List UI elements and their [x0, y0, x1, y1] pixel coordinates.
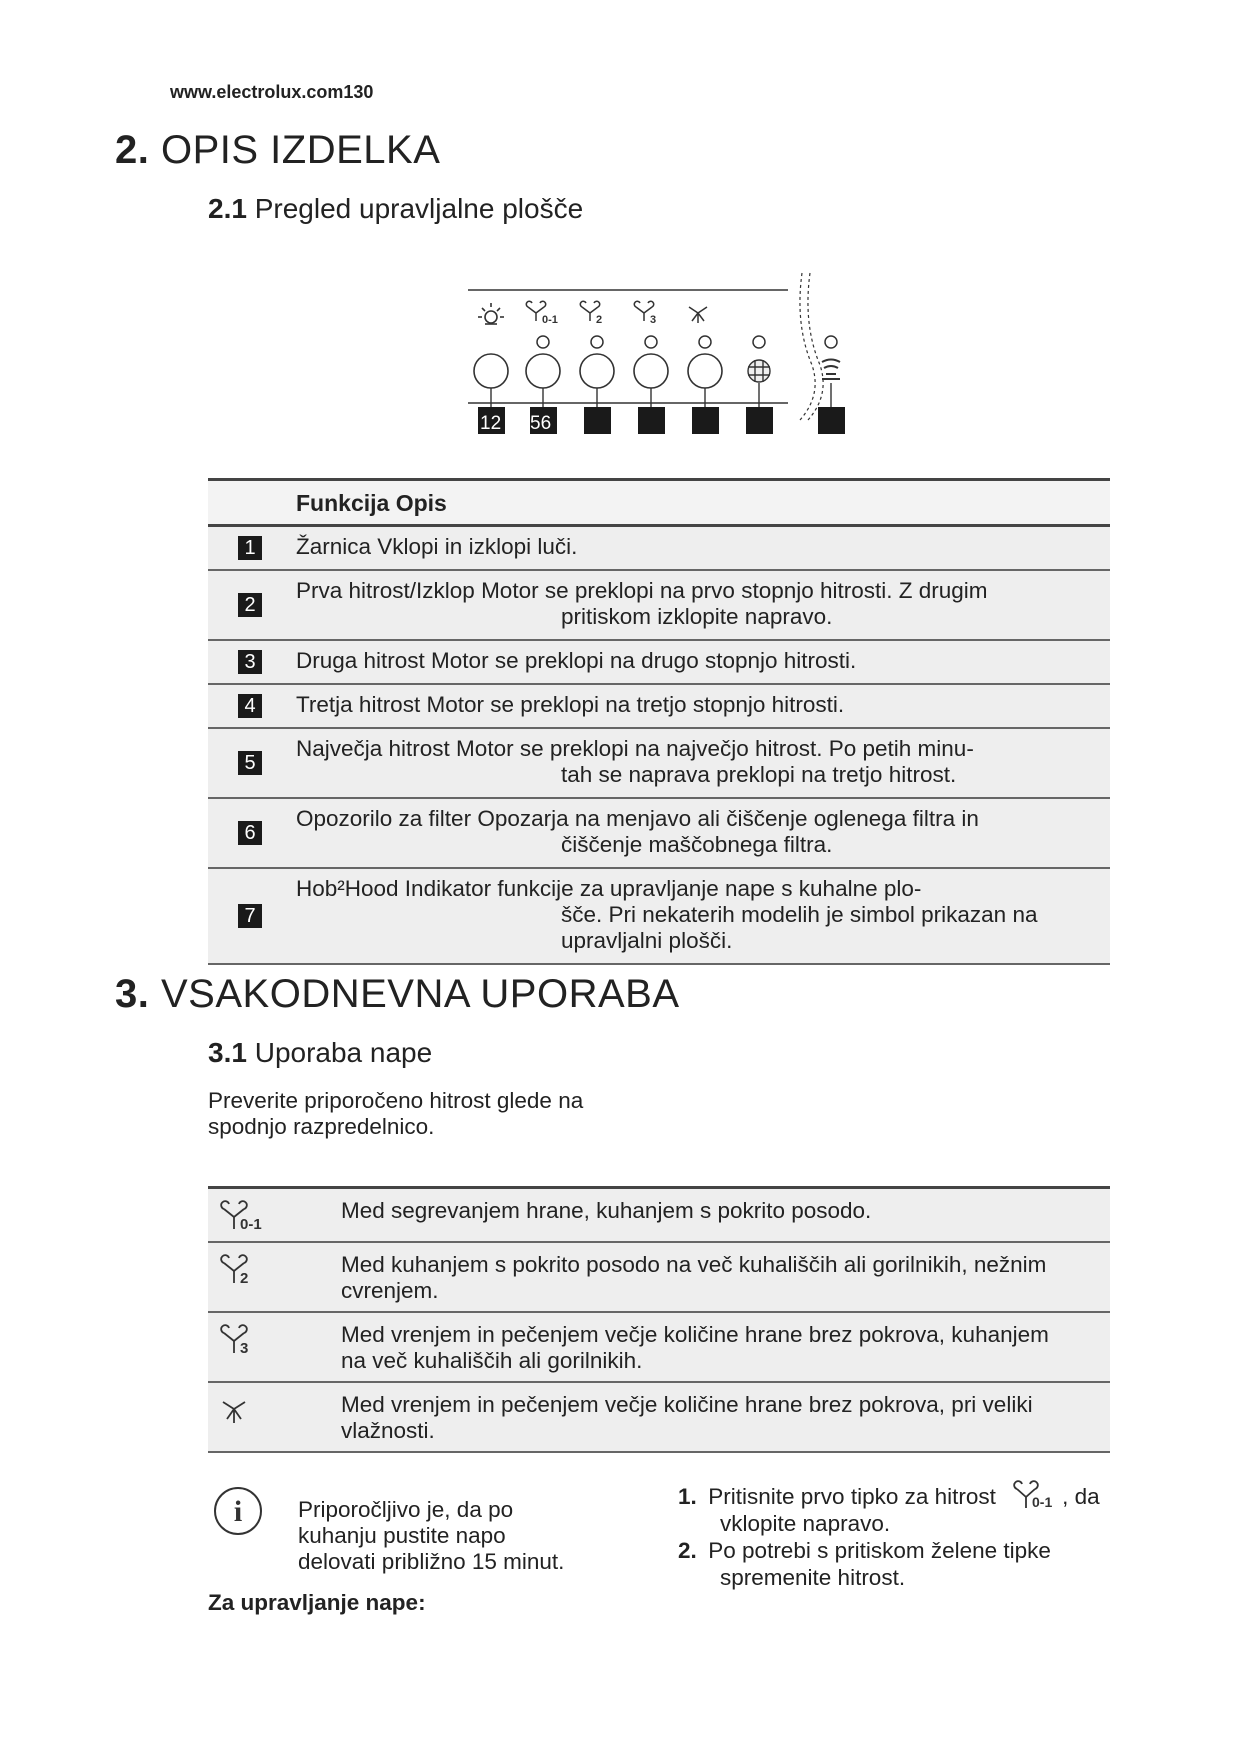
filter-icon — [748, 360, 770, 382]
function-row-2 — [208, 571, 1110, 641]
step-text: Po potrebi s pritiskom želene tipke — [708, 1538, 1051, 1563]
step-number: 1. — [678, 1484, 697, 1509]
row-number: 2 — [238, 593, 262, 617]
subsection-3-1-heading — [208, 1037, 432, 1069]
speed-1-button — [526, 354, 560, 388]
row-number: 5 — [238, 751, 262, 775]
section-2-heading — [115, 128, 440, 173]
fan-speed-3-icon — [218, 1323, 270, 1357]
row-text-1: Opozorilo za filter Opozarja na menjavo ali čiščenje oglenega filtra in — [296, 806, 979, 831]
row-number: 6 — [238, 821, 262, 845]
section-number: 2. — [115, 128, 150, 172]
speed-row-1 — [208, 1186, 1110, 1243]
section-3-heading — [115, 972, 680, 1017]
light-button — [474, 354, 508, 388]
step-number: 2. — [678, 1538, 697, 1563]
intro-paragraph — [208, 1088, 583, 1140]
info-line-1: Priporočljivo je, da po — [298, 1497, 514, 1522]
function-row-4 — [208, 685, 1110, 729]
row-text-3: upravljalni plošči. — [561, 928, 733, 953]
row-text-1: Žarnica Vklopi in izklopi luči. — [296, 534, 578, 559]
callout-label-b: 56 — [530, 413, 552, 434]
row-text-1: Tretja hitrost Motor se preklopi na tretjo stopnjo hitrosti. — [296, 692, 845, 717]
section-title: VSAKODNEVNA UPORABA — [160, 972, 680, 1016]
row-text-1: Hob²Hood Indikator funkcije za upravljanje nape s kuhalne plo- — [296, 876, 922, 901]
intro-line-2: spodnjo razpredelnico. — [208, 1114, 435, 1139]
fan-speed-1-icon — [218, 1199, 270, 1233]
speed-table — [208, 1186, 1110, 1453]
speed-text-2: cvrenjem. — [341, 1278, 439, 1303]
speed-text-1: Med vrenjem in pečenjem večje količine hrane brez pokrova, kuhanjem — [341, 1322, 1049, 1347]
function-table-header-text: Funkcija Opis — [296, 490, 447, 516]
function-row-1 — [208, 527, 1110, 571]
speed-row-2 — [208, 1243, 1110, 1313]
subsection-title: Pregled upravljalne plošče — [254, 193, 584, 224]
section-title: OPIS IZDELKA — [160, 128, 441, 172]
subsection-title: Uporaba nape — [254, 1037, 433, 1068]
speed-row-3 — [208, 1313, 1110, 1383]
subsection-number: 3.1 — [208, 1037, 247, 1068]
light-icon — [478, 303, 504, 324]
info-line-3: delovati približno 15 minut. — [298, 1549, 565, 1574]
speed-text-1: Med vrenjem in pečenjem večje količine hrane brez pokrova, pri veliki — [341, 1392, 1033, 1417]
speed-row-4 — [208, 1383, 1110, 1453]
row-text-1: Največja hitrost Motor se preklopi na največjo hitrost. Po petih minu- — [296, 736, 974, 761]
speed-text-1: Med kuhanjem s pokrito posodo na več kuhališčih ali gorilnikih, nežnim — [341, 1252, 1047, 1277]
function-row-5 — [208, 729, 1110, 799]
control-panel-diagram — [460, 265, 860, 445]
speed-text-2: na več kuhališčih ali gorilnikih. — [341, 1348, 643, 1373]
fan-label-3: 3 — [650, 314, 657, 326]
site-url: www.electrolux.com130 — [170, 82, 374, 102]
row-number: 3 — [238, 650, 262, 674]
step-text-2: spremenite hitrost. — [720, 1565, 906, 1590]
row-number: 7 — [238, 904, 262, 928]
speed-text-1: Med segrevanjem hrane, kuhanjem s pokrito posodo. — [341, 1198, 872, 1223]
row-number: 4 — [238, 694, 262, 718]
step-text-suffix: , da — [1062, 1484, 1100, 1509]
info-note — [298, 1497, 564, 1575]
subsection-number: 2.1 — [208, 193, 247, 224]
hob2hood-icon — [822, 360, 840, 380]
row-text-2: pritiskom izklopite napravo. — [561, 604, 833, 629]
fan-label-1: 0-1 — [542, 314, 558, 326]
callout-label-a: 12 — [480, 413, 502, 434]
fan-label: 0-1 — [240, 1216, 262, 1233]
row-text-2: čiščenje maščobnega filtra. — [561, 832, 833, 857]
step-text-2: vklopite napravo. — [720, 1511, 891, 1536]
steps-list — [678, 1480, 1118, 1591]
svg-text:i: i — [233, 1495, 243, 1528]
function-table — [208, 478, 1110, 965]
speed-text-2: vlažnosti. — [341, 1418, 435, 1443]
step-1 — [678, 1480, 1118, 1537]
speed-2-button — [580, 354, 614, 388]
fan-boost-icon — [689, 307, 707, 323]
fan-label: 3 — [240, 1340, 249, 1357]
row-text-2: šče. Pri nekaterih modelih je simbol prikazan na — [561, 902, 1038, 927]
speed-3-button — [634, 354, 668, 388]
speed-max-button — [688, 354, 722, 388]
row-number: 1 — [238, 536, 262, 560]
fan-label: 0-1 — [1032, 1494, 1053, 1510]
fan-label: 2 — [240, 1270, 249, 1287]
info-icon — [212, 1485, 264, 1537]
fan-boost-icon — [218, 1393, 270, 1427]
info-line-2: kuhanju pustite napo — [298, 1523, 506, 1548]
control-heading: Za upravljanje nape: — [208, 1590, 426, 1615]
row-text-2: tah se naprava preklopi na tretjo hitrost. — [561, 762, 957, 787]
fan-label-2: 2 — [596, 314, 603, 326]
fan-speed-1-icon — [1012, 1480, 1062, 1510]
subsection-2-1-heading — [208, 193, 583, 225]
step-text: Pritisnite prvo tipko za hitrost — [708, 1484, 996, 1509]
function-row-6 — [208, 799, 1110, 869]
intro-line-1: Preverite priporočeno hitrost glede na — [208, 1088, 584, 1113]
row-text-1: Prva hitrost/Izklop Motor se preklopi na prvo stopnjo hitrosti. Z drugim — [296, 578, 988, 603]
step-2 — [678, 1537, 1118, 1591]
function-row-3 — [208, 641, 1110, 685]
function-table-header — [208, 478, 1110, 527]
indicator-leds — [537, 336, 837, 348]
section-number: 3. — [115, 972, 150, 1016]
row-text-1: Druga hitrost Motor se preklopi na drugo stopnjo hitrosti. — [296, 648, 857, 673]
function-row-7 — [208, 869, 1110, 965]
fan-speed-2-icon — [218, 1253, 270, 1287]
